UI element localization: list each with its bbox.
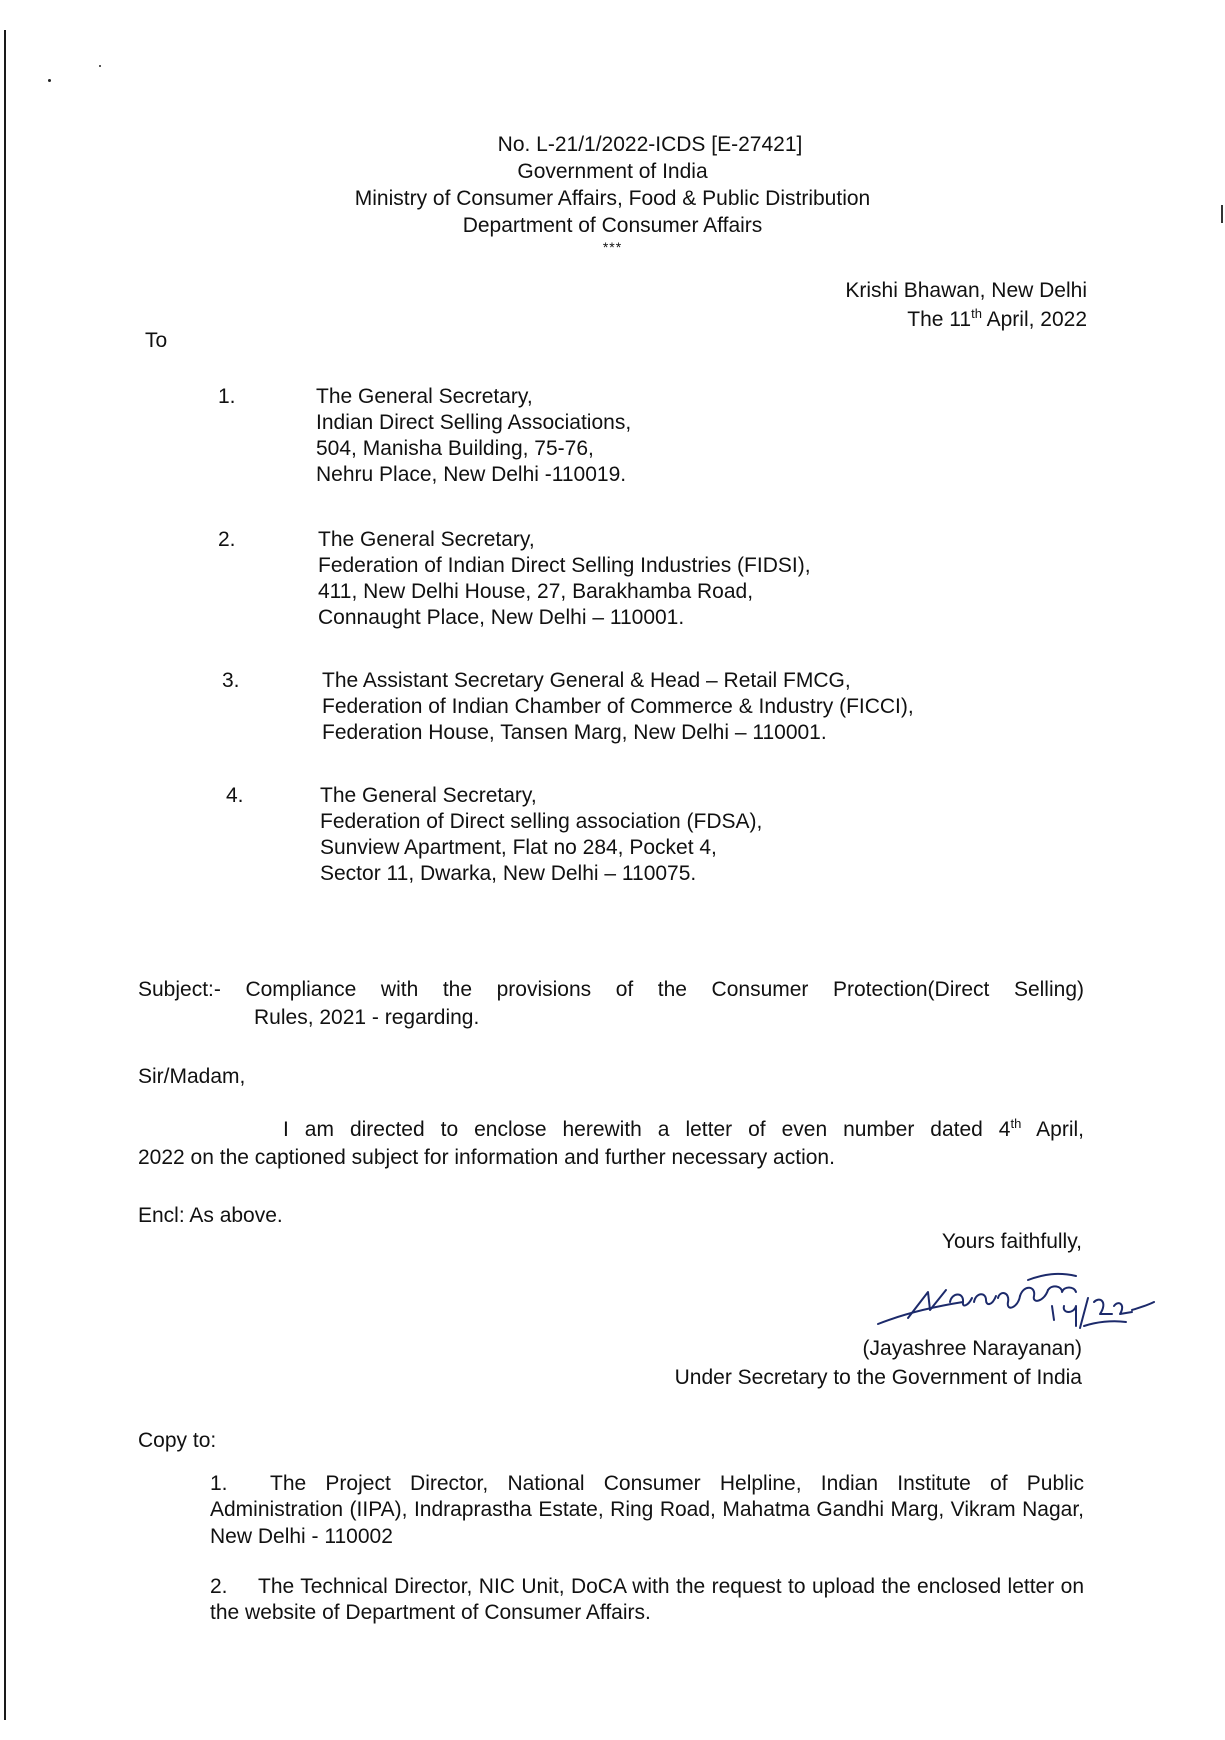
scan-border-line	[4, 30, 6, 1720]
addressee-lines	[316, 384, 631, 488]
scan-speck	[99, 65, 101, 67]
copy-to-number: 1.	[210, 1472, 228, 1495]
addressee-line: The General Secretary,	[320, 784, 537, 807]
signatory-name: (Jayashree Narayanan)	[862, 1337, 1082, 1360]
addressee-number: 1.	[218, 385, 236, 408]
addressee-lines	[322, 668, 914, 746]
addressee-lines	[320, 783, 762, 887]
addressee-line: Sector 11, Dwarka, New Delhi – 110075.	[320, 862, 697, 885]
place-and-date	[845, 278, 1087, 336]
addressee-lines	[318, 527, 811, 631]
addressee-line: Indian Direct Selling Associations,	[316, 411, 632, 434]
scan-speck	[48, 79, 51, 82]
subject-block	[138, 977, 1084, 1032]
addressee-number: 2.	[218, 528, 236, 551]
addressee-line: Federation of Indian Direct Selling Industries (FIDSI),	[318, 554, 811, 577]
addressee-line: The General Secretary,	[316, 385, 533, 408]
subject-line: Subject:- Compliance with the provisions of the Consumer Protection(Direct Selling)	[138, 978, 1084, 1001]
body-line: I am directed to enclose herewith a letter of even number dated 4th April,	[283, 1116, 1084, 1141]
body-paragraph	[138, 1117, 1084, 1172]
copy-to-item	[210, 1574, 1084, 1627]
addressee-line: Federation House, Tansen Marg, New Delhi – 110001.	[322, 721, 827, 744]
handwritten-signature	[868, 1262, 1158, 1342]
ministry-line: Ministry of Consumer Affairs, Food & Public Distribution	[354, 187, 871, 210]
letter-date: The 11th April, 2022	[907, 306, 1087, 331]
addressee-line: 411, New Delhi House, 27, Barakhamba Road,	[318, 580, 754, 603]
copy-to-item	[210, 1471, 1084, 1550]
addressee-line: Federation of Direct selling association (FDSA),	[320, 810, 763, 833]
addressee-line: The General Secretary,	[318, 528, 535, 551]
letter-header	[0, 132, 1225, 254]
file-number: No. L-21/1/2022-ICDS [E-27421]	[497, 133, 803, 156]
addressee-number: 3.	[222, 669, 240, 692]
addressee-line: Federation of Indian Chamber of Commerce & Industry (FICCI),	[322, 695, 914, 718]
department-line: Department of Consumer Affairs	[462, 214, 763, 237]
to-label: To	[145, 329, 168, 352]
addressee-line: The Assistant Secretary General & Head – Retail FMCG,	[322, 669, 851, 692]
copy-to-label: Copy to:	[138, 1429, 217, 1452]
addressee-line: Nehru Place, New Delhi -110019.	[316, 463, 627, 486]
enclosure-note: Encl: As above.	[138, 1204, 283, 1227]
salutation: Sir/Madam,	[138, 1065, 246, 1088]
copy-to-number: 2.	[210, 1575, 228, 1598]
signatory-block	[675, 1336, 1082, 1394]
copy-to-text: The Technical Director, NIC Unit, DoCA with the request to upload the enclosed letter on the website of Department of Consumer Affairs.	[210, 1575, 1084, 1625]
signatory-designation: Under Secretary to the Government of India	[674, 1366, 1082, 1389]
government-line: Government of India	[517, 160, 708, 183]
subject-line: Rules, 2021 - regarding.	[254, 1006, 480, 1030]
place: Krishi Bhawan, New Delhi	[845, 279, 1087, 302]
addressee-line: Sunview Apartment, Flat no 284, Pocket 4,	[320, 836, 717, 859]
addressee-line: Connaught Place, New Delhi – 110001.	[318, 606, 685, 629]
addressee-line: 504, Manisha Building, 75-76,	[316, 437, 594, 460]
copy-to-text: The Project Director, National Consumer Helpline, Indian Institute of Public Administration (IIPA), Indraprastha Estate, Ring Road, Mahatma Gandhi Marg, Vikram Nagar, New Delhi - 110002	[210, 1472, 1084, 1548]
closing: Yours faithfully,	[941, 1230, 1082, 1253]
body-line: 2022 on the captioned subject for information and further necessary action.	[138, 1146, 835, 1170]
addressee-number: 4.	[226, 784, 244, 807]
header-stars: ***	[602, 239, 623, 255]
